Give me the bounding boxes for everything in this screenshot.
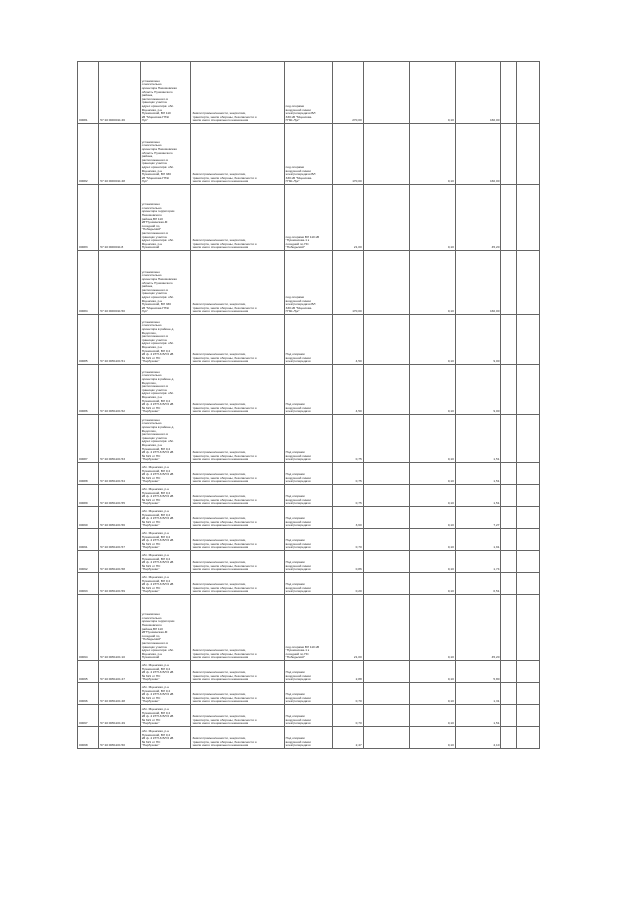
- table-row: [78, 463, 540, 485]
- empty-cell: [363, 727, 410, 749]
- table-row: [78, 551, 540, 573]
- empty-cell: [516, 727, 539, 749]
- location-description: обл. Мценская, р-н Пушкинский, ВЛ 0,4 кВ ф. 4 КТП-6 ВЛ 6 кВ № 621 от ПС "Нарбузово": [140, 463, 191, 485]
- permitted-use: Под опорами воздушной линии электропередачи: [284, 705, 333, 727]
- amount-value: 45,20: [455, 595, 501, 661]
- empty-cell: [363, 573, 410, 595]
- permitted-use: под опорами воздушной линии электропередачи ВЛ 330 кВ "Мценская- ГПЖ-Лук": [284, 124, 333, 185]
- cadastral-number: 57:10:0051101:56: [99, 507, 141, 529]
- empty-cell: [516, 62, 539, 124]
- cadastral-number: 57:10:0051101:49: [99, 705, 141, 727]
- record-number: 00090: [78, 507, 99, 529]
- record-number: 00081: [78, 62, 99, 124]
- empty-cell: [516, 185, 539, 251]
- area-value: 0,75: [333, 415, 363, 463]
- empty-cell: [516, 705, 539, 727]
- permitted-use: Под опорами воздушной линии электропередачи: [284, 551, 333, 573]
- table-row: [78, 185, 540, 251]
- land-category: Земли промышленности, энергетики, транспорта, земли обороны, безопасности и земли иного специального назначения: [191, 185, 284, 251]
- amount-value: 1,51: [455, 415, 501, 463]
- permitted-use: под опорами воздушной линии электропередачи ВЛ 330 кВ "Мценская- ГПЖ-Лук": [284, 251, 333, 315]
- area-value: 0,70: [333, 683, 363, 705]
- rate-value: 0,10: [410, 507, 456, 529]
- cadastral-number: 57:10:0051101:59: [99, 573, 141, 595]
- record-number: 00085: [78, 315, 99, 365]
- land-category: Земли промышленности, энергетики, транспорта, земли обороны, безопасности и земли иного специального назначения: [191, 365, 284, 415]
- empty-cell: [501, 415, 516, 463]
- cadastral-number: 57:10:0000011:48: [99, 124, 141, 185]
- empty-cell: [501, 595, 516, 661]
- land-category: Земли промышленности, энергетики, транспорта, земли обороны, безопасности и земли иного специального назначения: [191, 727, 284, 749]
- permitted-use: под опорами воздушной линии электропередачи ВЛ 330 кВ "Мценская- ГПЖ-Лук": [284, 62, 333, 124]
- cadastral-number: 57:10:0051101:50: [99, 727, 141, 749]
- amount-value: 160,00: [455, 124, 501, 185]
- land-category: Земли промышленности, энергетики, транспорта, земли обороны, безопасности и земли иного специального назначения: [191, 551, 284, 573]
- record-number: 00088: [78, 463, 99, 485]
- rate-value: 0,10: [410, 683, 456, 705]
- rate-value: 0,10: [410, 251, 456, 315]
- empty-cell: [516, 551, 539, 573]
- empty-cell: [501, 529, 516, 551]
- permitted-use: под опорами ВЛ 110 кВ "Пушкинская-1 к соседний по ПС "Победьский": [284, 185, 333, 251]
- amount-value: 1,31: [455, 683, 501, 705]
- empty-cell: [363, 415, 410, 463]
- amount-value: 7,27: [455, 507, 501, 529]
- table-row: [78, 705, 540, 727]
- amount-value: 9,00: [455, 315, 501, 365]
- land-category: Земли промышленности, энергетики, транспорта, земли обороны, безопасности и земли иного специального назначения: [191, 573, 284, 595]
- rate-value: 0,10: [410, 415, 456, 463]
- table-row: [78, 683, 540, 705]
- table-row: [78, 62, 540, 124]
- amount-value: 160,00: [455, 251, 501, 315]
- record-number: 00097: [78, 705, 99, 727]
- record-number: 00091: [78, 529, 99, 551]
- permitted-use: под опорами ВЛ 110 кВ "Пушкинская-1 к соседний по ПС "Победьский": [284, 595, 333, 661]
- record-number: 00087: [78, 415, 99, 463]
- cadastral-number: 57:10:0051101:51: [99, 315, 141, 365]
- cadastral-number: 57:10:0051101:58: [99, 551, 141, 573]
- empty-cell: [363, 124, 410, 185]
- location-description: установлено относительно ориентира Пахомовская область Пушкинского района, расположенного в границах участка адрес ориентира: обл. Мценская, р-н Пушкинский, ВЛ 110 кВ "Мценская-ГПЖ Лук": [140, 62, 191, 124]
- location-description: обл. Мценская, р-н Пушкинский, ВЛ 0,4 кВ ф. 4 КТП-6 ВЛ 6 кВ № 621 от ПС "Нарбузово": [140, 507, 191, 529]
- table-row: [78, 124, 540, 185]
- rate-value: 0,10: [410, 573, 456, 595]
- empty-cell: [516, 463, 539, 485]
- empty-cell: [501, 727, 516, 749]
- empty-cell: [363, 62, 410, 124]
- area-value: 2,47: [333, 727, 363, 749]
- permitted-use: Под опорами воздушной линии электропередачи: [284, 727, 333, 749]
- rate-value: 0,10: [410, 595, 456, 661]
- location-description: обл. Мценская, р-н Пушкинский, ВЛ 0,4 кВ ф. 4 КТП-6 ВЛ 6 кВ № 621 от ПС "Нарбузово": [140, 551, 191, 573]
- land-category: Земли промышленности, энергетики, транспорта, земли обороны, безопасности и земли иного специального назначения: [191, 661, 284, 683]
- rate-value: 0,10: [410, 365, 456, 415]
- empty-cell: [501, 463, 516, 485]
- cadastral-number: 57:10:0051101:54: [99, 463, 141, 485]
- location-description: установлено относительно ориентира в районе д. Федотово, расположенного в границах участка адрес ориентира: обл. Мценская, р-н Пушкинский, ВЛ 0,4 кВ ф. 4 КТП-6 ВЛ 6 кВ № 621 от ПС "Нарбузово": [140, 315, 191, 365]
- cadastral-number: 57:10:0000011:8: [99, 185, 141, 251]
- empty-cell: [363, 315, 410, 365]
- empty-cell: [363, 485, 410, 507]
- empty-cell: [501, 62, 516, 124]
- empty-cell: [363, 661, 410, 683]
- empty-cell: [501, 551, 516, 573]
- area-value: 0,20: [333, 573, 363, 595]
- land-category: Земли промышленности, энергетики, транспорта, земли обороны, безопасности и земли иного специального назначения: [191, 463, 284, 485]
- empty-cell: [516, 315, 539, 365]
- land-category: Земли промышленности, энергетики, транспорта, земли обороны, безопасности и земли иного специального назначения: [191, 124, 284, 185]
- rate-value: 0,10: [410, 62, 456, 124]
- area-value: 4,50: [333, 365, 363, 415]
- table-row: [78, 415, 540, 463]
- record-number: 00093: [78, 573, 99, 595]
- cadastral-number: 57:10:0051101:47: [99, 661, 141, 683]
- empty-cell: [516, 661, 539, 683]
- rate-value: 0,10: [410, 124, 456, 185]
- cadastral-number: 57:10:0051101:55: [99, 485, 141, 507]
- location-description: установлено относительно ориентира территории Пахомовского района,ВЛ 110 кВ"Пушкинская-М соседний по "Победьский" расположенного в границах участка адрес ориентира: обл. Мценская, р-н Пушкинский: [140, 185, 191, 251]
- empty-cell: [516, 683, 539, 705]
- area-value: 270,00: [333, 62, 363, 124]
- rate-value: 0,10: [410, 185, 456, 251]
- land-category: Земли промышленности, энергетики, транспорта, земли обороны, безопасности и земли иного специального назначения: [191, 595, 284, 661]
- location-description: обл. Мценская, р-н Пушкинский, ВЛ 0,4 кВ ф. 4 КТП-6 ВЛ 6 кВ № 621 от ПС "Нарбузово": [140, 661, 191, 683]
- registry-table-body: [78, 62, 540, 749]
- table-row: [78, 485, 540, 507]
- record-number: 00086: [78, 365, 99, 415]
- cadastral-number: 57:10:0051101:10: [99, 595, 141, 661]
- location-description: установлено относительно ориентира Пахомовская область Пушкинского района, расположенного в границах участка адрес ориентира: обл. Мценская, р-н Пушкинский, ВЛ 330 кВ "Мценская-ГПЖ Лук": [140, 124, 191, 185]
- amount-value: 4,10: [455, 727, 501, 749]
- amount-value: 1,91: [455, 529, 501, 551]
- empty-cell: [501, 315, 516, 365]
- area-value: 170,00: [333, 124, 363, 185]
- area-value: 0,70: [333, 529, 363, 551]
- empty-cell: [501, 661, 516, 683]
- rate-value: 0,10: [410, 529, 456, 551]
- empty-cell: [501, 705, 516, 727]
- record-number: 00094: [78, 595, 99, 661]
- amount-value: 0,51: [455, 573, 501, 595]
- permitted-use: Под опорами воздушной линии электропередачи: [284, 485, 333, 507]
- permitted-use: Под опорами воздушной линии электропередачи: [284, 661, 333, 683]
- amount-value: 9,00: [455, 365, 501, 415]
- amount-value: 45,20: [455, 185, 501, 251]
- land-category: Земли промышленности, энергетики, транспорта, земли обороны, безопасности и земли иного специального назначения: [191, 705, 284, 727]
- permitted-use: Под опорами воздушной линии электропередачи: [284, 573, 333, 595]
- cadastral-number: 57:10:0000011:50: [99, 251, 141, 315]
- table-row: [78, 315, 540, 365]
- empty-cell: [363, 251, 410, 315]
- table-row: [78, 507, 540, 529]
- amount-value: 1,74: [455, 551, 501, 573]
- record-number: 00083: [78, 185, 99, 251]
- empty-cell: [516, 573, 539, 595]
- record-number: 00095: [78, 661, 99, 683]
- land-category: Земли промышленности, энергетики, транспорта, земли обороны, безопасности и земли иного специального назначения: [191, 251, 284, 315]
- empty-cell: [501, 251, 516, 315]
- amount-value: 1,51: [455, 485, 501, 507]
- empty-cell: [363, 463, 410, 485]
- empty-cell: [516, 507, 539, 529]
- rate-value: 0,10: [410, 705, 456, 727]
- location-description: обл. Мценская, р-н Пушкинский, ВЛ 0,4 кВ ф. 4 КТП-6 ВЛ 6 кВ № 621 от ПС "Нарбузово": [140, 705, 191, 727]
- table-row: [78, 595, 540, 661]
- cadastral-number: 57:10:0051101:52: [99, 365, 141, 415]
- table-row: [78, 661, 540, 683]
- location-description: обл. Мценская, р-н Пушкинский, ВЛ 0,4 кВ ф. 4 КТП-6 ВЛ 6 кВ № 621 от ПС "Нарбузово": [140, 529, 191, 551]
- empty-cell: [516, 595, 539, 661]
- record-number: 00089: [78, 485, 99, 507]
- empty-cell: [516, 365, 539, 415]
- rate-value: 0,10: [410, 727, 456, 749]
- empty-cell: [501, 683, 516, 705]
- empty-cell: [363, 529, 410, 551]
- empty-cell: [501, 124, 516, 185]
- empty-cell: [501, 485, 516, 507]
- empty-cell: [363, 683, 410, 705]
- empty-cell: [363, 365, 410, 415]
- permitted-use: Под опорами воздушной линии электропередачи: [284, 415, 333, 463]
- area-value: 21,00: [333, 185, 363, 251]
- record-number: 00096: [78, 683, 99, 705]
- amount-value: 1,51: [455, 705, 501, 727]
- cadastral-number: 57:10:0051101:57: [99, 529, 141, 551]
- cadastral-number: 57:10:0051101:48: [99, 683, 141, 705]
- location-description: установлено относительно ориентира территории Пахомовского района,ВЛ 110 кВ"Пушкинская-М соседний по "Победьский" расположенного в границах участка адрес ориентира: обл. Мценская, р-н Пушкинский: [140, 595, 191, 661]
- area-value: 0,70: [333, 705, 363, 727]
- record-number: 00092: [78, 551, 99, 573]
- empty-cell: [363, 705, 410, 727]
- permitted-use: Под опорами воздушной линии электропередачи: [284, 365, 333, 415]
- land-category: Земли промышленности, энергетики, транспорта, земли обороны, безопасности и земли иного специального назначения: [191, 415, 284, 463]
- area-value: 0,86: [333, 551, 363, 573]
- land-category: Земли промышленности, энергетики, транспорта, земли обороны, безопасности и земли иного специального назначения: [191, 62, 284, 124]
- land-registry-table: [77, 61, 540, 749]
- area-value: 21,00: [333, 595, 363, 661]
- amount-value: 160,00: [455, 62, 501, 124]
- table-row: [78, 251, 540, 315]
- area-value: 4,50: [333, 315, 363, 365]
- location-description: установлено относительно ориентира Пахомовская область Пушкинского района, расположенного в границах участка адрес ориентира: обл. Мценская, р-н Пушкинский, ВЛ 330 кВ "Мценская-ГПЖ Лук": [140, 251, 191, 315]
- empty-cell: [501, 507, 516, 529]
- location-description: обл. Мценская, р-н Пушкинский, ВЛ 0,4 кВ ф. 4 КТП-6 ВЛ 6 кВ № 621 от ПС "Нарбузово": [140, 573, 191, 595]
- location-description: обл. Мценская, р-н Пушкинский, ВЛ 0,4 кВ ф. 4 КТП-6 ВЛ 6 кВ № 621 от ПС "Нарбузово": [140, 485, 191, 507]
- cadastral-number: 57:10:0000011:46: [99, 62, 141, 124]
- area-value: 3,60: [333, 507, 363, 529]
- rate-value: 0,10: [410, 551, 456, 573]
- empty-cell: [501, 573, 516, 595]
- empty-cell: [516, 251, 539, 315]
- table-row: [78, 529, 540, 551]
- rate-value: 0,10: [410, 661, 456, 683]
- location-description: обл. Мценская, р-н Пушкинский, ВЛ 0,4 кВ ф. 4 КТП-6 ВЛ 6 кВ № 621 от ПС "Нарбузово": [140, 683, 191, 705]
- table-row: [78, 573, 540, 595]
- area-value: 0,75: [333, 463, 363, 485]
- empty-cell: [516, 529, 539, 551]
- empty-cell: [516, 124, 539, 185]
- location-description: установлено относительно ориентира в районе д. Федотово, расположенного в границах участка адрес ориентира: обл. Мценская, р-н Пушкинский, ВЛ 0,4 кВ ф. 4 КТП-6 ВЛ 6 кВ № 621 от ПС "Нарбузово": [140, 365, 191, 415]
- empty-cell: [501, 185, 516, 251]
- rate-value: 0,10: [410, 485, 456, 507]
- land-category: Земли промышленности, энергетики, транспорта, земли обороны, безопасности и земли иного специального назначения: [191, 683, 284, 705]
- permitted-use: Под опорами воздушной линии электропередачи: [284, 507, 333, 529]
- land-category: Земли промышленности, энергетики, транспорта, земли обороны, безопасности и земли иного специального назначения: [191, 485, 284, 507]
- land-category: Земли промышленности, энергетики, транспорта, земли обороны, безопасности и земли иного специального назначения: [191, 315, 284, 365]
- location-description: установлено относительно ориентира в районе д. Федотово, расположенного в границах участка адрес ориентира: обл. Мценская, р-н Пушкинский, ВЛ 0,4 кВ ф. 4 КТП-6 ВЛ 6 кВ № 621 от ПС "Нарбузово": [140, 415, 191, 463]
- amount-value: 5,80: [455, 661, 501, 683]
- permitted-use: Под опорами воздушной линии электропередачи: [284, 315, 333, 365]
- land-category: Земли промышленности, энергетики, транспорта, земли обороны, безопасности и земли иного специального назначения: [191, 529, 284, 551]
- empty-cell: [501, 365, 516, 415]
- area-value: 0,75: [333, 485, 363, 507]
- empty-cell: [363, 551, 410, 573]
- rate-value: 0,10: [410, 315, 456, 365]
- record-number: 00098: [78, 727, 99, 749]
- land-category: Земли промышленности, энергетики, транспорта, земли обороны, безопасности и земли иного специального назначения: [191, 507, 284, 529]
- cadastral-number: 57:10:0051101:53: [99, 415, 141, 463]
- rate-value: 0,10: [410, 463, 456, 485]
- empty-cell: [363, 185, 410, 251]
- permitted-use: Под опорами воздушной линии электропередачи: [284, 529, 333, 551]
- amount-value: 1,51: [455, 463, 501, 485]
- empty-cell: [363, 595, 410, 661]
- record-number: 00084: [78, 251, 99, 315]
- area-value: 170,00: [333, 251, 363, 315]
- location-description: обл. Мценская, р-н Пушкинский, ВЛ 0,4 кВ ф. 4 КТП-6 ВЛ 6 кВ № 621 от ПС "Нарбузово": [140, 727, 191, 749]
- table-row: [78, 365, 540, 415]
- empty-cell: [363, 507, 410, 529]
- empty-cell: [516, 485, 539, 507]
- table-row: [78, 727, 540, 749]
- record-number: 00082: [78, 124, 99, 185]
- area-value: 2,88: [333, 661, 363, 683]
- permitted-use: Под опорами воздушной линии электропередачи: [284, 683, 333, 705]
- permitted-use: Под опорами воздушной линии электропередачи: [284, 463, 333, 485]
- empty-cell: [516, 415, 539, 463]
